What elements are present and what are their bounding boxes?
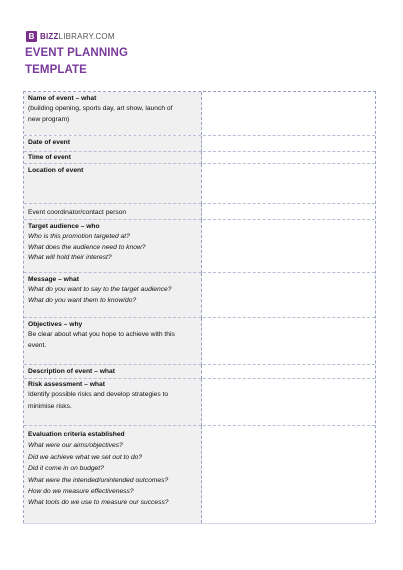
row-question: What were the intended/unintended outcomes? <box>28 476 169 484</box>
entry-cell-message[interactable] <box>202 273 375 318</box>
table-row-date-of-event <box>24 135 375 152</box>
row-heading: Location of event <box>28 167 84 174</box>
entry-cell-objectives[interactable] <box>202 318 375 365</box>
brand-logo <box>26 30 115 42</box>
row-question: What were our aims/objectives? <box>28 442 123 450</box>
entry-cell-risk-assessment[interactable] <box>202 379 375 426</box>
row-text-line: event. <box>28 341 47 349</box>
brand-name-part2: LIBRARY.COM <box>58 31 115 41</box>
table-row-description <box>24 364 375 379</box>
row-heading: Target audience – who <box>28 223 100 230</box>
row-text-line: Be clear about what you hope to achieve with this <box>28 331 175 339</box>
row-text-line: Event coordinator/contact person <box>28 209 127 216</box>
brand-name <box>40 32 115 41</box>
page-title-line2: TEMPLATE <box>25 64 87 76</box>
row-heading: Name of event – what <box>28 95 97 102</box>
table-row-risk-assessment <box>24 378 375 426</box>
table-row-event-coordinator <box>24 203 375 220</box>
row-heading: Description of event – what <box>28 368 115 375</box>
row-question: Did it come in on budget? <box>28 465 104 473</box>
row-question: What will hold their interest? <box>28 254 112 262</box>
row-question: What do you want to say to the target audience? <box>28 286 172 294</box>
row-heading: Date of event <box>28 139 70 146</box>
row-text-line: (building opening, sports day, art show, launch of <box>28 105 173 113</box>
row-question: How do we measure effectiveness? <box>28 488 134 496</box>
row-question: What tools do we use to measure our success? <box>28 499 169 507</box>
table-row-message <box>24 272 375 318</box>
entry-cell-location-of-event[interactable] <box>202 164 375 204</box>
row-heading: Risk assessment – what <box>28 381 105 388</box>
row-heading: Message – what <box>28 276 79 283</box>
table-bottom-rule <box>23 523 375 524</box>
table-row-objectives <box>24 317 375 365</box>
event-planning-table <box>23 91 376 523</box>
table-row-target-audience <box>24 219 375 273</box>
row-question: What does the audience need to know? <box>28 243 146 251</box>
row-heading: Time of event <box>28 154 71 161</box>
page-title-line1: EVENT PLANNING <box>25 47 128 59</box>
row-question: What do you want them to know/do? <box>28 296 137 304</box>
table-row-evaluation-criteria <box>24 425 375 523</box>
entry-cell-event-coordinator[interactable] <box>202 204 375 220</box>
row-text-line: Identify possible risks and develop strategies to <box>28 391 169 399</box>
row-question: Who is this promotion targeted at? <box>28 233 130 241</box>
brand-name-part1: BIZZ <box>40 31 59 41</box>
row-heading: Evaluation criteria established <box>28 431 125 438</box>
table-row-location-of-event <box>24 163 375 204</box>
entry-cell-date-of-event[interactable] <box>202 136 375 152</box>
row-label-cell <box>24 136 202 152</box>
entry-cell-description[interactable] <box>202 365 375 379</box>
row-label-cell <box>24 365 202 379</box>
row-label-cell <box>24 273 202 318</box>
entry-cell-evaluation-criteria[interactable] <box>202 426 375 523</box>
row-label-cell <box>24 164 202 204</box>
row-question: Did we achieve what we set out to do? <box>28 453 143 461</box>
row-label-cell <box>24 92 202 135</box>
brand-mark-icon: B <box>26 31 37 42</box>
row-label-cell <box>24 379 202 426</box>
row-label-cell <box>24 426 202 523</box>
row-text-line: new program) <box>28 115 70 123</box>
entry-cell-target-audience[interactable] <box>202 220 375 273</box>
row-text-line: minimise risks. <box>28 402 72 410</box>
entry-cell-name-of-event[interactable] <box>202 92 375 135</box>
row-label-cell <box>24 204 202 220</box>
table-row-name-of-event <box>24 92 375 135</box>
row-heading: Objectives – why <box>28 321 83 328</box>
row-label-cell <box>24 318 202 365</box>
row-label-cell <box>24 220 202 273</box>
